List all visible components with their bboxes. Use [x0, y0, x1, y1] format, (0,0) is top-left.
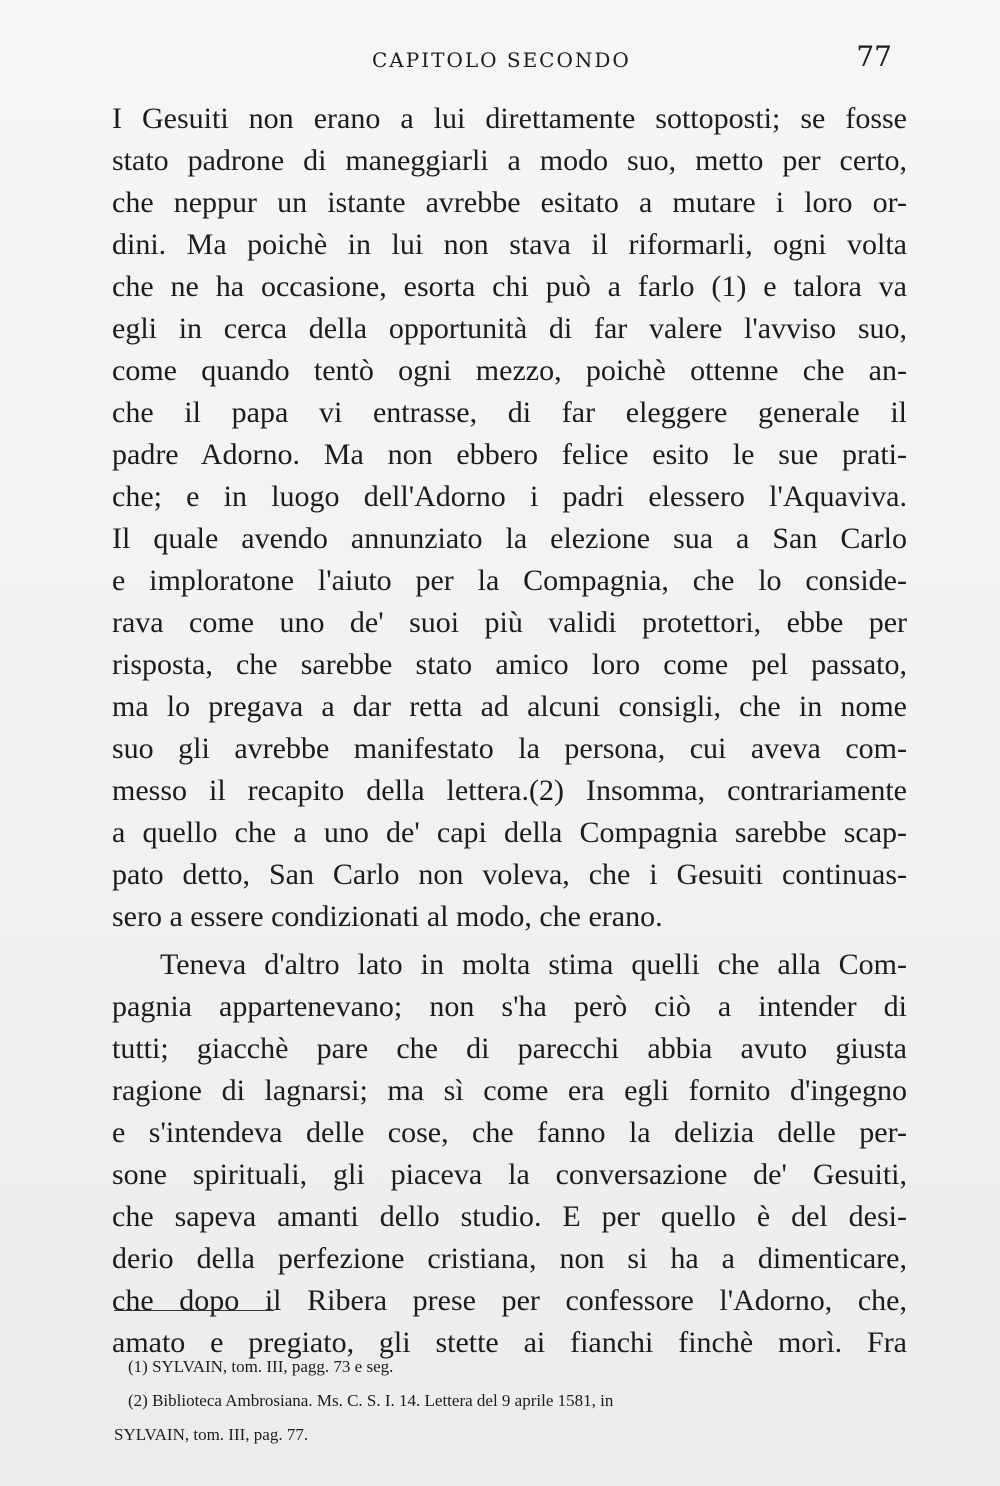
text-line: messo il recapito della lettera.(2) Insomma, contrariamente	[112, 774, 907, 807]
text-line: amato e pregiato, gli stette ai fianchi finchè morì. Fra	[112, 1326, 907, 1359]
page-number: 77	[856, 40, 892, 73]
text-line: pagnia appartenevano; non s'ha però ciò a intender di	[112, 990, 907, 1023]
text-line: sero a essere condizionati al modo, che erano.	[112, 900, 663, 933]
body-text	[112, 98, 907, 1364]
footnote-rule	[114, 1310, 274, 1311]
text-line: Il quale avendo annunziato la elezione sua a San Carlo	[112, 522, 907, 555]
text-line: derio della perfezione cristiana, non si ha a dimenticare,	[112, 1242, 907, 1275]
running-head: CAPITOLO SECONDO	[372, 48, 631, 72]
text-line: pato detto, San Carlo non voleva, che i Gesuiti continuas-	[112, 858, 907, 891]
text-line: rava come uno de' suoi più validi protettori, ebbe per	[112, 606, 907, 639]
text-line: sone spirituali, gli piaceva la conversazione de' Gesuiti,	[112, 1158, 907, 1191]
footnotes	[114, 1350, 908, 1452]
text-line: che; e in luogo dell'Adorno i padri elessero l'Aquaviva.	[112, 480, 907, 513]
text-line: che ne ha occasione, esorta chi può a farlo (1) e talora va	[112, 270, 907, 303]
text-line: suo gli avrebbe manifestato la persona, cui aveva com-	[112, 732, 907, 765]
text-line: stato padrone di maneggiarli a modo suo, metto per certo,	[112, 144, 907, 177]
text-line: padre Adorno. Ma non ebbero felice esito le sue prati-	[112, 438, 907, 471]
text-line: Teneva d'altro lato in molta stima quelli che alla Com-	[160, 948, 907, 981]
footnote-2-continuation: SYLVAIN, tom. III, pag. 77.	[114, 1425, 309, 1444]
paragraph-2	[112, 944, 907, 1364]
text-line: risposta, che sarebbe stato amico loro come pel passato,	[112, 648, 907, 681]
text-line: come quando tentò ogni mezzo, poichè ottenne che an-	[112, 354, 907, 387]
text-line: ragione di lagnarsi; ma sì come era egli fornito d'ingegno	[112, 1074, 907, 1107]
text-line: dini. Ma poichè in lui non stava il riformarli, ogni volta	[112, 228, 907, 261]
text-line: I Gesuiti non erano a lui direttamente sottoposti; se fosse	[112, 102, 907, 135]
paragraph-1	[112, 98, 907, 938]
text-line: che neppur un istante avrebbe esitato a mutare i loro or-	[112, 186, 907, 219]
footnote-2: (2) Biblioteca Ambrosiana. Ms. C. S. I. 14. Lettera del 9 aprile 1581, in	[128, 1391, 614, 1410]
text-line: ma lo pregava a dar retta ad alcuni consigli, che in nome	[112, 690, 907, 723]
text-line: egli in cerca della opportunità di far valere l'avviso suo,	[112, 312, 907, 345]
text-line: e s'intendeva delle cose, che fanno la delizia delle per-	[112, 1116, 907, 1149]
footnote-1: (1) SYLVAIN, tom. III, pagg. 73 e seg.	[128, 1357, 394, 1376]
text-line: e imploratone l'aiuto per la Compagnia, che lo conside-	[112, 564, 907, 597]
text-line: che dopo il Ribera prese per confessore l'Adorno, che,	[112, 1284, 907, 1317]
text-line: a quello che a uno de' capi della Compagnia sarebbe scap-	[112, 816, 907, 849]
text-line: che il papa vi entrasse, di far eleggere generale il	[112, 396, 907, 429]
text-line: tutti; giacchè pare che di parecchi abbia avuto giusta	[112, 1032, 907, 1065]
text-line: che sapeva amanti dello studio. E per quello è del desi-	[112, 1200, 907, 1233]
